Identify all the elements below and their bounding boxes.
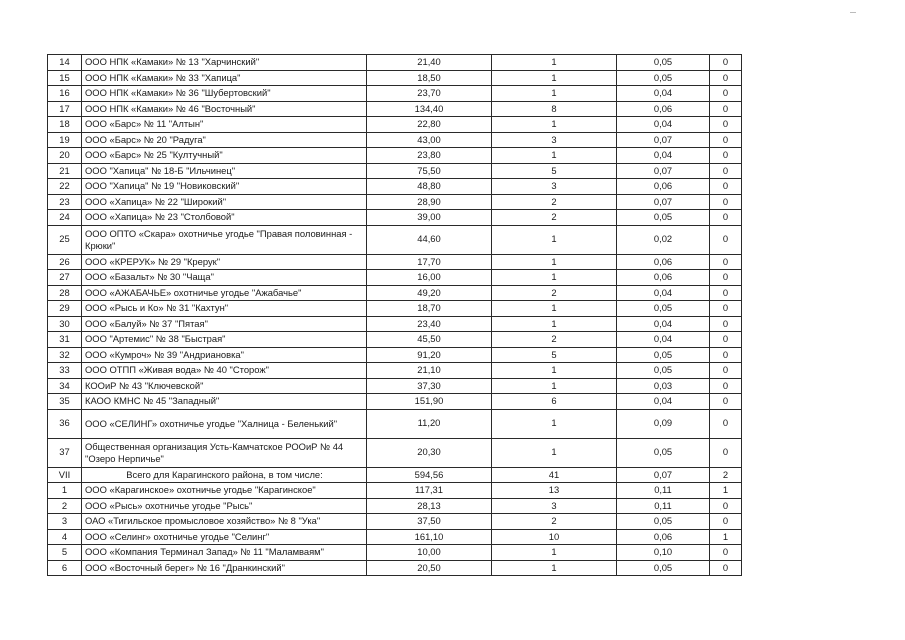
- hunting-ground-name-cell: Всего для Карагинского района, в том числе:: [82, 467, 367, 483]
- extra-value-cell: 0: [710, 438, 742, 467]
- table-row: [48, 148, 742, 164]
- table-row: [48, 101, 742, 117]
- table-row: [48, 163, 742, 179]
- row-number-cell: 36: [48, 409, 82, 438]
- table-row: [48, 332, 742, 348]
- table-row: [48, 529, 742, 545]
- extra-value-cell: 0: [710, 148, 742, 164]
- table-row: [48, 409, 742, 438]
- row-number-cell: 32: [48, 347, 82, 363]
- density-cell: 0,05: [617, 347, 710, 363]
- row-number-cell: 26: [48, 254, 82, 270]
- table-row: [48, 117, 742, 133]
- extra-value-cell: 0: [710, 394, 742, 410]
- density-cell: 0,04: [617, 394, 710, 410]
- density-cell: 0,07: [617, 132, 710, 148]
- density-cell: 0,04: [617, 332, 710, 348]
- extra-value-cell: 0: [710, 117, 742, 133]
- row-number-cell: 37: [48, 438, 82, 467]
- density-cell: 0,06: [617, 529, 710, 545]
- table-row: [48, 210, 742, 226]
- area-cell: 16,00: [367, 270, 492, 286]
- density-cell: 0,09: [617, 409, 710, 438]
- table-row: [48, 560, 742, 576]
- density-cell: 0,03: [617, 378, 710, 394]
- density-cell: 0,06: [617, 254, 710, 270]
- table-row: [48, 179, 742, 195]
- hunting-ground-name-cell: ООО «Барс» № 25 "Култучный": [82, 148, 367, 164]
- density-cell: 0,04: [617, 117, 710, 133]
- density-cell: 0,06: [617, 179, 710, 195]
- hunting-ground-name-cell: ООО «Карагинское» охотничье угодье "Карагинское": [82, 483, 367, 499]
- table-row: [48, 285, 742, 301]
- hunting-ground-name-cell: КАОО КМНС № 45 "Западный": [82, 394, 367, 410]
- row-number-cell: 30: [48, 316, 82, 332]
- hunting-ground-name-cell: ООО «Хапица» № 22 "Широкий": [82, 194, 367, 210]
- table-row: [48, 378, 742, 394]
- row-number-cell: 25: [48, 225, 82, 254]
- hunting-ground-name-cell: ООО НПК «Камаки» № 46 "Восточный": [82, 101, 367, 117]
- area-cell: 20,50: [367, 560, 492, 576]
- hunting-ground-name-cell: ООО «Кумроч» № 39 "Андриановка": [82, 347, 367, 363]
- extra-value-cell: 0: [710, 254, 742, 270]
- extra-value-cell: 0: [710, 179, 742, 195]
- row-number-cell: 34: [48, 378, 82, 394]
- quota-count-cell: 2: [492, 332, 617, 348]
- area-cell: 21,40: [367, 55, 492, 71]
- hunting-ground-name-cell: ООО НПК «Камаки» № 36 "Шубертовский": [82, 86, 367, 102]
- quota-count-cell: 1: [492, 438, 617, 467]
- density-cell: 0,04: [617, 148, 710, 164]
- row-number-cell: 21: [48, 163, 82, 179]
- row-number-cell: 35: [48, 394, 82, 410]
- row-number-cell: 31: [48, 332, 82, 348]
- extra-value-cell: 1: [710, 529, 742, 545]
- extra-value-cell: 1: [710, 483, 742, 499]
- quota-count-cell: 1: [492, 545, 617, 561]
- area-cell: 28,13: [367, 498, 492, 514]
- quota-count-cell: 3: [492, 132, 617, 148]
- area-cell: 21,10: [367, 363, 492, 379]
- quota-count-cell: 5: [492, 347, 617, 363]
- quota-count-cell: 2: [492, 210, 617, 226]
- extra-value-cell: 0: [710, 101, 742, 117]
- quota-count-cell: 2: [492, 285, 617, 301]
- area-cell: 48,80: [367, 179, 492, 195]
- hunting-ground-name-cell: ООО ОПТО «Скара» охотничье угодье "Правая половинная - Крюки": [82, 225, 367, 254]
- extra-value-cell: 0: [710, 132, 742, 148]
- area-cell: 37,30: [367, 378, 492, 394]
- row-number-cell: 5: [48, 545, 82, 561]
- area-cell: 134,40: [367, 101, 492, 117]
- area-cell: 161,10: [367, 529, 492, 545]
- row-number-cell: 23: [48, 194, 82, 210]
- quota-count-cell: 2: [492, 514, 617, 530]
- area-cell: 44,60: [367, 225, 492, 254]
- row-number-cell: 16: [48, 86, 82, 102]
- hunting-ground-name-cell: Общественная организация Усть-Камчатское РООиР № 44 "Озеро Нерпичье": [82, 438, 367, 467]
- row-number-cell: 27: [48, 270, 82, 286]
- extra-value-cell: 0: [710, 301, 742, 317]
- quota-count-cell: 1: [492, 117, 617, 133]
- table-row: [48, 347, 742, 363]
- density-cell: 0,07: [617, 467, 710, 483]
- extra-value-cell: 0: [710, 498, 742, 514]
- row-number-cell: 18: [48, 117, 82, 133]
- table-row: [48, 254, 742, 270]
- quota-count-cell: 1: [492, 86, 617, 102]
- quota-count-cell: 3: [492, 179, 617, 195]
- area-cell: 43,00: [367, 132, 492, 148]
- row-number-cell: 24: [48, 210, 82, 226]
- row-number-cell: 2: [48, 498, 82, 514]
- hunting-ground-name-cell: ООО «Барс» № 20 "Радуга": [82, 132, 367, 148]
- extra-value-cell: 2: [710, 467, 742, 483]
- extra-value-cell: 0: [710, 225, 742, 254]
- quota-count-cell: 1: [492, 70, 617, 86]
- hunting-ground-name-cell: ООО НПК «Камаки» № 33 "Хапица": [82, 70, 367, 86]
- table-row: [48, 132, 742, 148]
- quota-count-cell: 1: [492, 270, 617, 286]
- table-row: [48, 225, 742, 254]
- area-cell: 20,30: [367, 438, 492, 467]
- extra-value-cell: 0: [710, 86, 742, 102]
- extra-value-cell: 0: [710, 70, 742, 86]
- density-cell: 0,02: [617, 225, 710, 254]
- row-number-cell: 19: [48, 132, 82, 148]
- table-row: [48, 498, 742, 514]
- hunting-ground-name-cell: ООО «Восточный берег» № 16 "Дранкинский": [82, 560, 367, 576]
- row-number-cell: 15: [48, 70, 82, 86]
- row-number-cell: 28: [48, 285, 82, 301]
- extra-value-cell: 0: [710, 545, 742, 561]
- table-row: [48, 301, 742, 317]
- quota-count-cell: 1: [492, 560, 617, 576]
- density-cell: 0,04: [617, 285, 710, 301]
- extra-value-cell: 0: [710, 55, 742, 71]
- quota-count-cell: 1: [492, 301, 617, 317]
- table-row: [48, 545, 742, 561]
- table-row: [48, 438, 742, 467]
- row-number-cell: 1: [48, 483, 82, 499]
- table-row: [48, 194, 742, 210]
- quota-count-cell: 10: [492, 529, 617, 545]
- row-number-cell: 17: [48, 101, 82, 117]
- hunting-ground-name-cell: ООО «Хапица» № 23 "Столбовой": [82, 210, 367, 226]
- scan-artifact: [850, 12, 856, 13]
- table-row: [48, 316, 742, 332]
- quota-count-cell: 1: [492, 316, 617, 332]
- row-number-cell: 14: [48, 55, 82, 71]
- table-body: [48, 55, 742, 576]
- hunting-ground-name-cell: ОАО «Тигильское промысловое хозяйство» № 8 "Ука": [82, 514, 367, 530]
- density-cell: 0,11: [617, 498, 710, 514]
- extra-value-cell: 0: [710, 378, 742, 394]
- extra-value-cell: 0: [710, 316, 742, 332]
- quota-count-cell: 1: [492, 225, 617, 254]
- hunting-ground-name-cell: ООО «СЕЛИНГ» охотничье угодье "Халница - Беленький": [82, 409, 367, 438]
- area-cell: 117,31: [367, 483, 492, 499]
- row-number-cell: 20: [48, 148, 82, 164]
- extra-value-cell: 0: [710, 347, 742, 363]
- hunting-ground-name-cell: ООО «Компания Терминал Запад» № 11 "Маламваям": [82, 545, 367, 561]
- hunting-ground-name-cell: ООО «КРЕРУК» № 29 "Крерук": [82, 254, 367, 270]
- table-row: [48, 55, 742, 71]
- table-row: [48, 270, 742, 286]
- area-cell: 18,50: [367, 70, 492, 86]
- hunting-ground-name-cell: ООО «АЖАБАЧЬЕ» охотничье угодье "Ажабачье": [82, 285, 367, 301]
- hunting-ground-name-cell: ООО "Хапица" № 19 "Новиковский": [82, 179, 367, 195]
- area-cell: 45,50: [367, 332, 492, 348]
- hunting-ground-name-cell: ООО НПК «Камаки» № 13 "Харчинский": [82, 55, 367, 71]
- area-cell: 18,70: [367, 301, 492, 317]
- quota-count-cell: 1: [492, 363, 617, 379]
- row-number-cell: 22: [48, 179, 82, 195]
- table-row: [48, 394, 742, 410]
- hunting-ground-name-cell: ООО ОТПП «Живая вода» № 40 "Сторож": [82, 363, 367, 379]
- hunting-ground-name-cell: ООО "Хапица" № 18-Б "Ильчинец": [82, 163, 367, 179]
- hunting-ground-name-cell: КООиР № 43 "Ключевской": [82, 378, 367, 394]
- density-cell: 0,04: [617, 86, 710, 102]
- area-cell: 23,40: [367, 316, 492, 332]
- extra-value-cell: 0: [710, 285, 742, 301]
- extra-value-cell: 0: [710, 163, 742, 179]
- hunting-ground-name-cell: ООО «Рысь и Ко» № 31 "Кахтун": [82, 301, 367, 317]
- area-cell: 11,20: [367, 409, 492, 438]
- hunting-ground-name-cell: ООО «Рысь» охотничье угодье "Рысь": [82, 498, 367, 514]
- row-number-cell: 33: [48, 363, 82, 379]
- extra-value-cell: 0: [710, 560, 742, 576]
- area-cell: 23,80: [367, 148, 492, 164]
- density-cell: 0,11: [617, 483, 710, 499]
- area-cell: 594,56: [367, 467, 492, 483]
- area-cell: 17,70: [367, 254, 492, 270]
- quota-count-cell: 8: [492, 101, 617, 117]
- density-cell: 0,10: [617, 545, 710, 561]
- extra-value-cell: 0: [710, 270, 742, 286]
- area-cell: 49,20: [367, 285, 492, 301]
- area-cell: 37,50: [367, 514, 492, 530]
- area-cell: 10,00: [367, 545, 492, 561]
- quota-count-cell: 5: [492, 163, 617, 179]
- area-cell: 28,90: [367, 194, 492, 210]
- permits-table: [47, 54, 742, 576]
- area-cell: 151,90: [367, 394, 492, 410]
- quota-count-cell: 1: [492, 55, 617, 71]
- extra-value-cell: 0: [710, 210, 742, 226]
- row-number-cell: VII: [48, 467, 82, 483]
- quota-count-cell: 2: [492, 194, 617, 210]
- table-row: [48, 86, 742, 102]
- area-cell: 22,80: [367, 117, 492, 133]
- extra-value-cell: 0: [710, 514, 742, 530]
- quota-count-cell: 6: [492, 394, 617, 410]
- density-cell: 0,05: [617, 210, 710, 226]
- density-cell: 0,07: [617, 163, 710, 179]
- quota-count-cell: 41: [492, 467, 617, 483]
- quota-count-cell: 1: [492, 378, 617, 394]
- extra-value-cell: 0: [710, 409, 742, 438]
- density-cell: 0,05: [617, 301, 710, 317]
- density-cell: 0,05: [617, 70, 710, 86]
- table-row: [48, 363, 742, 379]
- hunting-ground-name-cell: ООО "Артемис" № 38 "Быстрая": [82, 332, 367, 348]
- table-row: [48, 70, 742, 86]
- quota-count-cell: 1: [492, 409, 617, 438]
- density-cell: 0,05: [617, 514, 710, 530]
- extra-value-cell: 0: [710, 332, 742, 348]
- row-number-cell: 6: [48, 560, 82, 576]
- density-cell: 0,05: [617, 363, 710, 379]
- row-number-cell: 29: [48, 301, 82, 317]
- density-cell: 0,05: [617, 560, 710, 576]
- density-cell: 0,04: [617, 316, 710, 332]
- quota-count-cell: 1: [492, 254, 617, 270]
- area-cell: 91,20: [367, 347, 492, 363]
- area-cell: 39,00: [367, 210, 492, 226]
- extra-value-cell: 0: [710, 194, 742, 210]
- hunting-ground-name-cell: ООО «Базальт» № 30 "Чаща": [82, 270, 367, 286]
- hunting-ground-name-cell: ООО «Барс» № 11 "Алтын": [82, 117, 367, 133]
- hunting-ground-name-cell: ООО «Селинг» охотничье угодье "Селинг": [82, 529, 367, 545]
- table-row: [48, 514, 742, 530]
- area-cell: 23,70: [367, 86, 492, 102]
- density-cell: 0,06: [617, 101, 710, 117]
- table-total-row: [48, 467, 742, 483]
- density-cell: 0,07: [617, 194, 710, 210]
- area-cell: 75,50: [367, 163, 492, 179]
- row-number-cell: 4: [48, 529, 82, 545]
- row-number-cell: 3: [48, 514, 82, 530]
- quota-count-cell: 3: [492, 498, 617, 514]
- quota-count-cell: 13: [492, 483, 617, 499]
- extra-value-cell: 0: [710, 363, 742, 379]
- density-cell: 0,05: [617, 438, 710, 467]
- quota-count-cell: 1: [492, 148, 617, 164]
- density-cell: 0,05: [617, 55, 710, 71]
- table-row: [48, 483, 742, 499]
- hunting-ground-name-cell: ООО «Балуй» № 37 "Пятая": [82, 316, 367, 332]
- density-cell: 0,06: [617, 270, 710, 286]
